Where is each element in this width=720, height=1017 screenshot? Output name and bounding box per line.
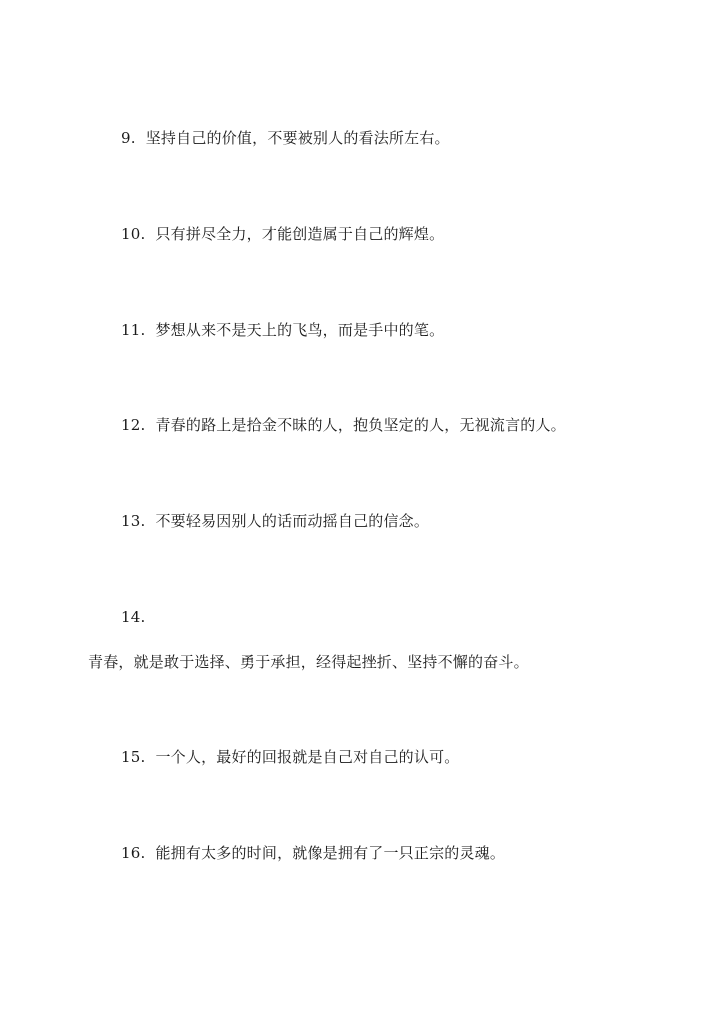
item-number: 16. (121, 844, 146, 862)
item-text: 青春的路上是拾金不昧的人，抱负坚定的人，无视流言的人。 (155, 416, 566, 434)
list-item-10 (121, 224, 444, 244)
list-item-12 (121, 415, 566, 435)
item-text: 梦想从来不是天上的飞鸟，而是手中的笔。 (155, 321, 445, 339)
list-item-9 (121, 128, 450, 148)
item-number: 9. (121, 129, 136, 147)
item-number: 15. (121, 748, 146, 766)
item-number: 13. (121, 512, 146, 530)
list-item-16 (121, 843, 505, 863)
item-text: 坚持自己的价值，不要被别人的看法所左右。 (145, 129, 450, 147)
list-item-14-number (121, 607, 145, 627)
item-number: 11. (121, 321, 146, 339)
list-item-11 (121, 320, 444, 340)
item-number: 14. (121, 608, 146, 626)
list-item-15 (121, 747, 459, 767)
list-item-14-text (88, 652, 529, 672)
item-number: 10. (121, 225, 146, 243)
item-text: 一个人，最好的回报就是自己对自己的认可。 (155, 748, 460, 766)
list-item-13 (121, 511, 429, 531)
item-text: 青春，就是敢于选择、勇于承担，经得起挫折、坚持不懈的奋斗。 (88, 653, 529, 671)
item-text: 能拥有太多的时间，就像是拥有了一只正宗的灵魂。 (155, 844, 506, 862)
item-number: 12. (121, 416, 146, 434)
item-text: 不要轻易因别人的话而动摇自己的信念。 (155, 512, 430, 530)
item-text: 只有拼尽全力，才能创造属于自己的辉煌。 (155, 225, 445, 243)
